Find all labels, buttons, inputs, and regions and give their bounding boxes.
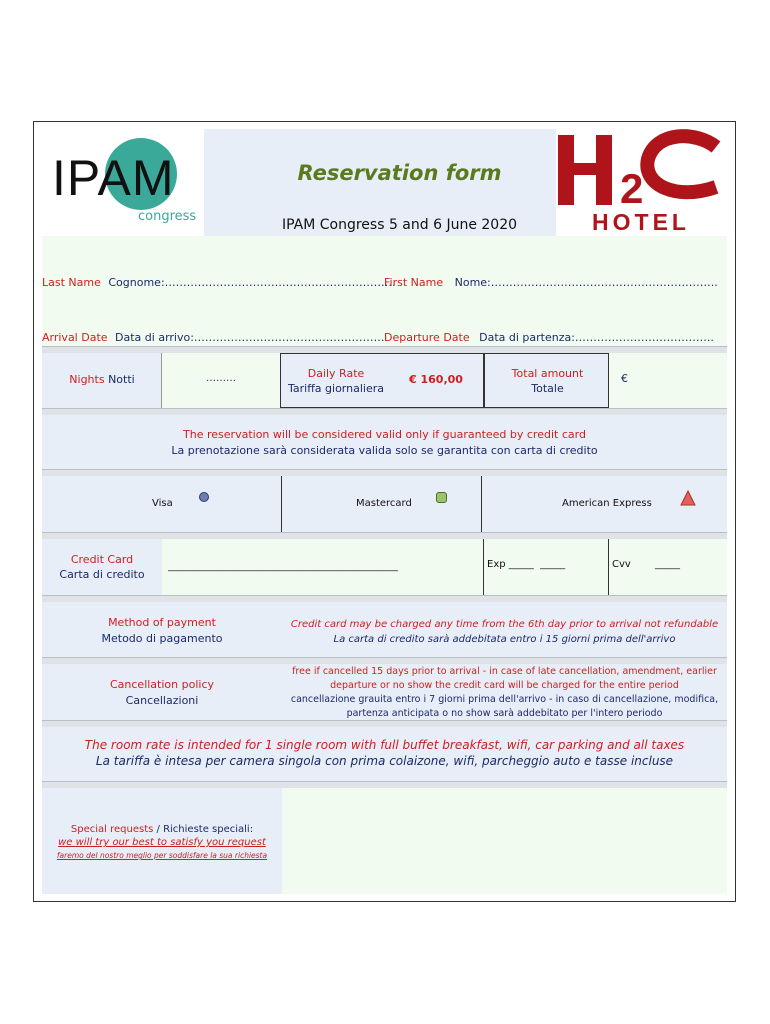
total-amount-input[interactable] <box>609 353 727 408</box>
daily-rate-cell <box>280 353 484 408</box>
total-amount-label: Total amount <box>511 367 584 380</box>
room-rate-notice <box>42 727 727 781</box>
total-amount-cell <box>484 353 609 408</box>
visa-radio-icon[interactable] <box>199 492 209 502</box>
last-name-field[interactable] <box>42 276 396 289</box>
arrival-date-label: Arrival Date <box>42 331 108 344</box>
special-requests-note-it: faremo del nostro meglio per soddisfare la sua richiesta <box>56 851 268 860</box>
amex-option[interactable] <box>482 476 727 532</box>
form-subtitle: IPAM Congress 5 and 6 June 2020 <box>281 217 518 233</box>
nights-input[interactable] <box>162 353 280 408</box>
expiry-label: Exp _____ _____ <box>487 559 566 570</box>
first-name-label-it: Nome:…………………………………………………….. <box>454 276 718 289</box>
mastercard-option[interactable] <box>282 476 482 532</box>
nights-label-it: Notti <box>108 373 135 386</box>
special-requests-label-cell <box>42 788 282 894</box>
payment-method-text-en: Credit card may be charged any time from the 6th day prior to arrival not refundable <box>290 619 719 630</box>
svg-text:2: 2 <box>620 165 644 212</box>
daily-rate-label-it: Tariffa giornaliera <box>288 382 384 395</box>
payment-method-text-it: La carta di credito sarà addebitata entro i 15 giorni prima dell'arrivo <box>333 634 676 645</box>
special-requests-note-en: we will try our best to satisfy you request <box>58 837 266 848</box>
guarantee-text-it: La prenotazione sarà considerata valida solo se garantita con carta di credito <box>171 444 598 457</box>
guarantee-text-en: The reservation will be considered valid only if guaranteed by credit card <box>183 428 586 441</box>
credit-card-number-line: ______________________________________________ <box>168 561 398 572</box>
visa-label: Visa <box>152 498 173 509</box>
special-requests-label: Special requests <box>70 824 154 835</box>
ipam-logo <box>42 129 204 236</box>
ipam-logo-text: IPAM <box>52 150 175 206</box>
mastercard-label: Mastercard <box>356 498 412 509</box>
departure-date-field[interactable] <box>384 331 714 344</box>
payment-method-row <box>42 602 727 657</box>
cancellation-text-en-1: free if cancelled 15 days prior to arrival - in case of late cancellation, amendment, earlier <box>292 666 717 677</box>
credit-card-number-input[interactable] <box>162 539 484 595</box>
credit-card-label: Credit Card <box>70 553 134 566</box>
cvv-input[interactable] <box>609 539 727 595</box>
daily-rate-label: Daily Rate <box>307 367 365 380</box>
nights-label: Nights <box>69 373 105 386</box>
arrival-date-field[interactable] <box>42 331 384 344</box>
cvv-line: _____ <box>655 559 680 570</box>
cvv-label: Cvv <box>612 559 631 570</box>
names-row <box>42 236 727 346</box>
special-requests-slash: / <box>153 824 164 835</box>
cancellation-text-it-2: partenza anticipata o no show sarà addebitato per l'intero periodo <box>346 708 663 719</box>
cancellation-text-en-2: departure or no show the credit card will be charged for the entire period <box>330 680 679 691</box>
departure-date-label-it: Data di partenza:……………………………….. <box>479 331 714 344</box>
total-amount-label-it: Totale <box>531 382 564 395</box>
guarantee-notice <box>42 415 727 469</box>
cancellation-label: Cancellation policy <box>109 678 214 691</box>
rates-row <box>42 353 727 408</box>
visa-option[interactable] <box>42 476 282 532</box>
daily-rate-value: € 160,00 <box>409 373 463 386</box>
credit-card-row <box>42 539 727 595</box>
last-name-label: Last Name <box>42 276 101 289</box>
special-requests-label-it: Richieste speciali: <box>163 824 254 835</box>
special-requests-row <box>42 788 727 894</box>
ipam-logo-subtext: congress <box>138 209 197 224</box>
h2c-hotel-word: HOTEL <box>592 209 690 235</box>
room-rate-text-en: The room rate is intended for 1 single room with full buffet breakfast, wifi, car parking and all taxes <box>84 738 685 752</box>
cancellation-label-it: Cancellazioni <box>125 694 199 707</box>
first-name-field[interactable] <box>384 276 718 289</box>
cancellation-text-it-1: cancellazione grauita entro i 7 giorni prima dell'arrivo - in caso di cancellazione, modifica, <box>290 694 719 705</box>
payment-method-label-it: Metodo di pagamento <box>101 632 223 645</box>
amex-label: American Express <box>562 498 652 509</box>
arrival-date-label-it: Data di arrivo:……………………………………………. <box>115 331 385 344</box>
cancellation-row <box>42 664 727 720</box>
room-rate-text-it: La tariffa è intesa per camera singola con prima colaizone, wifi, parcheggio auto e tasse incluse <box>95 754 674 768</box>
total-amount-value: € <box>621 372 628 385</box>
credit-card-label-cell <box>42 539 162 595</box>
first-name-label: First Name <box>384 276 444 289</box>
payment-method-label: Method of payment <box>108 616 216 629</box>
special-requests-input[interactable] <box>282 788 727 894</box>
nights-value: ……… <box>206 373 236 384</box>
reservation-form <box>33 121 736 902</box>
form-title: Reservation form <box>297 161 502 185</box>
mastercard-checkbox-icon[interactable] <box>436 492 447 503</box>
amex-triangle-icon[interactable] <box>680 490 696 506</box>
credit-card-label-it: Carta di credito <box>59 568 145 581</box>
h2c-hotel-logo <box>556 129 727 236</box>
form-header <box>42 129 727 236</box>
departure-date-label: Departure Date <box>384 331 470 344</box>
last-name-label-it: Cognome:……………………………………………………… <box>108 276 396 289</box>
nights-label-cell <box>42 353 162 408</box>
card-type-row <box>42 476 727 532</box>
expiry-input[interactable] <box>484 539 609 595</box>
